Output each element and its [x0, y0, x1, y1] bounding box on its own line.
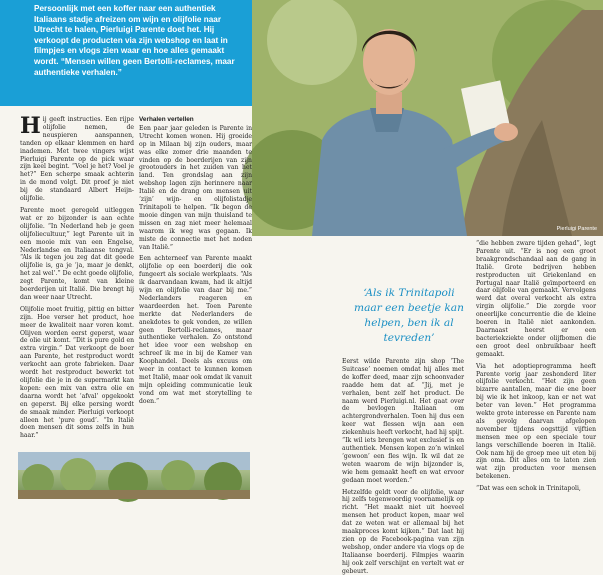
paragraph [20, 116, 134, 203]
paragraph: “Dat was een schok in Trinitapoli, [476, 485, 596, 493]
portrait-illustration [252, 0, 603, 236]
article-column-3 [342, 240, 464, 499]
subheading: Verhalen vertellen [139, 116, 252, 124]
paragraph: Hetzelfde geldt voor de olijfolie, waar hij zelfs tegenwoordig voornamelijk op richt. “Het maakt niet uit hoeveel mensen het product kopen, maar wel dat ze weten wat er allemaal bij het maakproces komt kijken.” Dat laat hij zien op de Facebook-pagina van zijn webshop, onder andere via vlogs op de Italiaanse boerderij. Filmpjes waarin hij ook zelf verschijnt en vertelt wat er gebeurt. [342, 489, 464, 575]
drop-cap: H [20, 117, 41, 135]
paragraph: Eerst wilde Parente zijn shop ‘The Suitcase’ noemen omdat hij alles met de koffer deed, maar zijn schoonvader raadde hem dat af. “Jij, met je verhalen, bent zelf het product. De naam werd Pierluigi.nl. Het gaat over de bevlogen Italiaan om achtergrondverhalen. Toen hij dus een keer wat flessen wijn aan een ziekenhuis heeft verkocht, had hij spijt. “Ik wil iets brengen wat exclusief is en authentiek. Mensen kopen zo’n winkel ‘gewoon’ een fles wijn. Ik wil dat ze weten waarom de wijn bijzonder is, wie hem gemaakt heeft en wat ervoor gedaan moet worden.” [342, 358, 464, 485]
article-column-2 [139, 116, 252, 452]
pull-quote: ‘Als ik Trinitapoli maar een beetje kan helpen, ben ik al tevreden’ [352, 286, 466, 346]
article-column-4 [476, 240, 596, 499]
orchard-photo [18, 452, 250, 499]
paragraph: Via het adoptieprogramma heeft Parente vorig jaar zeshonderd liter olijfolie verkocht. “Het zijn geen bizarre aantallen, maar die ene boer bij wie ik het inkoop, kan er net wat beter van leven.” Het programma wekte grote interesse en Parente nam als gevolg daarvan afgelopen november tijdens oogsttijd vijftien mensen mee op een speciale tour langs verschillende boeren in Italië. Ook nam hij de groep mee uit eten bij zijn oma. Dit alles om te laten zien wat zijn producten voor mensen betekenen. [476, 363, 596, 482]
paragraph: Een paar jaar geleden is Parente in Utrecht komen wonen. Hij groeide op in Milaan bij zijn ouders, maar was elke zomer drie maanden te vinden op de boerderijen van zijn grootouders in het zuiden van het land. Ten grondslag aan zijn webshop lagen zijn herinnere naar Italië en de drang om mensen uit ‘zijn’ wijn- en olijfolistadje Trinitapoli te helpen. “Ik begon de mooie dingen van mijn thuisland te missen en zag niet meer helemaal waarom ik weg was gegaan. Ik miste de connectie met het noden van Italië.” [139, 125, 252, 252]
paragraph: Parente moet geregeld uitleggen wat er zo bijzonder is aan echte olijfolie. “In Nederland heb je geen olijfoliecultuur,” legt Parente uit in een mooie mix van een Engelse, Nederlandse en Italiaanse tongval. “Als ik tegen jou zeg dat dit goede olijfolie is, ga je ‘ja, maar je denkt, het zal wel’.” De echt goede olijfolie, zegt Parente, komt van kleine boerderijen uit Italië. Die brengt hij dan weer naar Utrecht. [20, 207, 134, 302]
photo-credit: Pierluigi Parente [557, 226, 597, 232]
paragraph: Olijfolie moet fruitig, pittig en bitter zijn. Hoe verser het product, hoe meer de kwaliteit naar voren komt. Olijven worden eerst geperst, waar de olie uit komt. “Dit is pure gold en extra virgin.” Dat verkoopt de boer aan Parente, het restproduct wordt verkocht aan grote fabrieken. Daar wordt het restproduct bewerkt tot olijfolie die je in de supermarkt kan kopen: een mix van extra olie en daarna wordt het ‘afval’ opgekookt en geperst. Bij elke persing wordt de smaak minder. Pierluigi verkoopt alleen het ‘pure goud’. “In Italië doen mensen dit soms zelfs in hun haar.” [20, 306, 134, 440]
paragraph-text: ij geeft instructies. Een rijpe olijfolie nemen, de neuspieren aanspannen, tanden op elkaar klemmen en hard inademen. Met twee vingers wijst Pierluigi Parente op de pick waar zijn keel begint. “Voel je het? Voel je het?” Een scherpe smaak achterin in de mond volgt. Dit proef je niet bij de standaard Albert Heijn-olijfolie. [20, 116, 134, 202]
paragraph: “die hebben zware tijden gehad”, legt Parente uit. “Er is nog een groot braakgrondschandaal aan de gang in Italië. Grote bedrijven hebben restproducten uit Griekenland en Portugal naar Italië geïmporteerd en daar olijfolie van gemaakt. Vervolgens werd dat overal verkocht als extra virgin olijfolie.” Die zorgde voor oneerlijke concurrentie die de kleine boeren in Italië niet aankonden. Daarnaast heerst er een bacteriekziekte onder olijfbomen die een groot deel onbruikbaar heeft gemaakt. [476, 240, 596, 359]
orchard-illustration [18, 452, 250, 499]
intro-box [0, 0, 252, 106]
intro-text: Persoonlijk met een koffer naar een authentiek Italiaans stadje afreizen om wijn en olijfolie naar Utrecht te halen, Pierluigi Parente doet het. Hij verkoopt de producten via zijn webshop en laat in filmpjes en vlogs zien waar en hoe alles gemaakt wordt. “Mensen willen geen Bertolli-reclames, maar authentieke verhalen.” [34, 4, 244, 78]
article-column-1 [20, 116, 134, 452]
paragraph: Een achterneef van Parente maakt olijfolie op een boerderij die ook fungeert als sociale werkplaats. “Als ik daarvandaan kwam, had ik altijd wijn en olijfolie van daar bij me.” Nederlanders reageren en waardeerden het. Toen Parente merkte dat Nederlanders de anekdotes te gek vonden, ze willen geen Bertolli-reclames, maar authentieke verhalen. Zo ontstond het idee voor een webshop en schreef ik me in bij de Kamer van Koophandel. Deels als excuus om weer in contact te kunnen komen met Italië, maar ook omdat ik vanuit mijn opleiding communicatie leuk vond om wat met storytelling te doen.” [139, 255, 252, 405]
portrait-photo [252, 0, 603, 236]
